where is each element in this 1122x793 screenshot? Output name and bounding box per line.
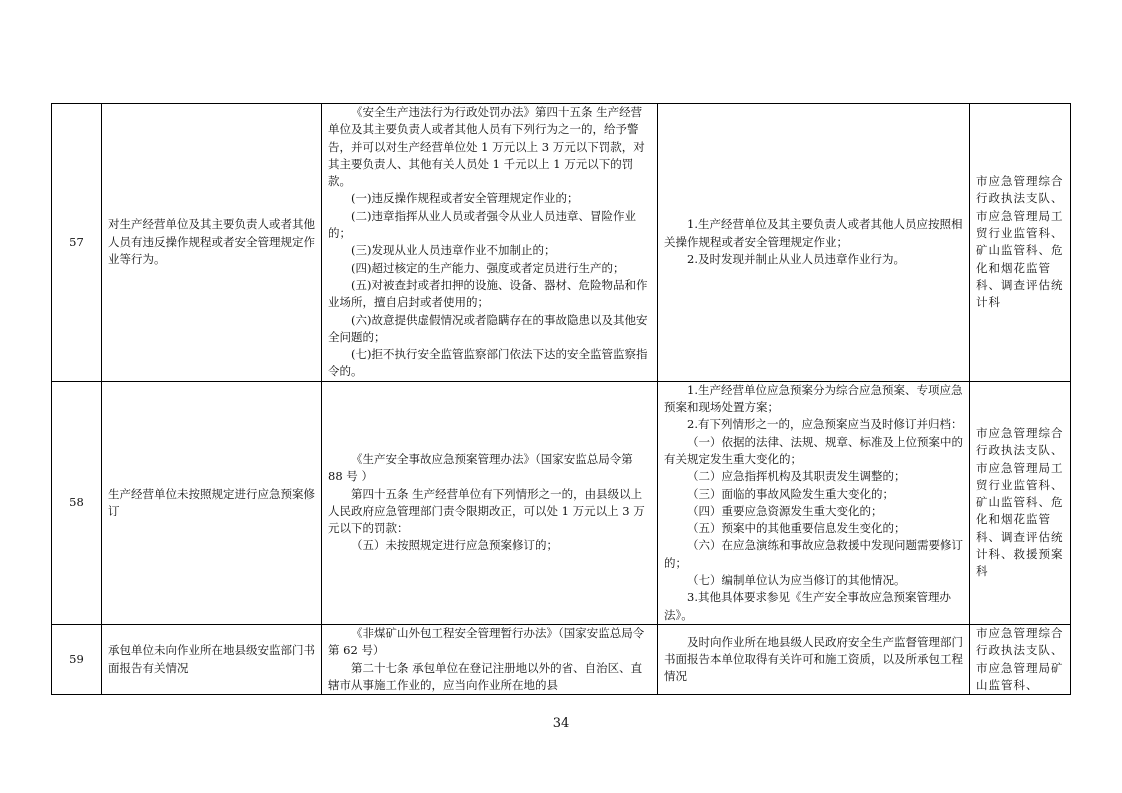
duty-text: （六）在应急演练和事故应急救援中发现问题需要修订的； bbox=[664, 538, 963, 570]
basis-text: (三)发现从业人员违章作业不加制止的； bbox=[351, 243, 556, 258]
regulation-table bbox=[51, 103, 1071, 695]
duty-text: 及时向作业所在地县级人民政府安全生产监督管理部门书面报告本单位取得有关许可和施工资质，以及所承包工程情况 bbox=[664, 634, 963, 684]
responsible-dept: 市应急管理综合行政执法支队、市应急管理局工贸行业监管科、矿山监管科、危化和烟花监管科、调查评估统计科、救援预案科 bbox=[970, 381, 1071, 624]
page-number: 34 bbox=[552, 716, 570, 731]
duty-text: （四）重要应急资源发生重大变化的； bbox=[687, 503, 883, 518]
duty-text: （三）面临的事故风险发生重大变化的； bbox=[687, 486, 894, 501]
basis-text: 第四十五条 生产经营单位有下列情形之一的，由县级以上人民政府应急管理部门责令限期改正，可以处 1 万元以上 3 万元以下的罚款： bbox=[328, 486, 645, 536]
duty-text: （一）依据的法律、法规、规章、标准及上位预案中的有关规定发生重大变化的； bbox=[664, 434, 963, 466]
legal-basis-cell bbox=[322, 381, 658, 624]
duty-text: 1.生产经营单位应急预案分为综合应急预案、专项应急预案和现场处置方案； bbox=[664, 382, 963, 415]
duty-text: 1.生产经营单位及其主要负责人或者其他人员应按照相关操作规程或者安全管理规定作业； bbox=[664, 217, 963, 249]
row-number: 58 bbox=[52, 381, 102, 624]
basis-text: (二)违章指挥从业人员或者强令从业人员违章、冒险作业的； bbox=[328, 208, 636, 241]
duty-text: 3.其他具体要求参见《生产安全事故应急预案管理办法》。 bbox=[664, 590, 951, 622]
basis-text: 《安全生产违法行为行政处罚办法》第四十五条 生产经营单位及其主要负责人或者其他人员有下列行为之一的，给予警告，并可以对生产经营单位处 1 万元以上 3 万元以下罚款，对其主要负责人、其他有关人员处 1 千元以上 1 万元以下的罚款。 bbox=[328, 105, 645, 189]
violation-item: 生产经营单位未按照规定进行应急预案修订 bbox=[102, 381, 322, 624]
basis-text: （五）未按照规定进行应急预案修订的； bbox=[351, 538, 558, 553]
table-row bbox=[52, 381, 1071, 624]
row-number: 57 bbox=[52, 104, 102, 382]
duty-text: 2.有下列情形之一的，应急预案应当及时修订并归档： bbox=[687, 417, 963, 432]
duty-text: （五）预案中的其他重要信息发生变化的； bbox=[687, 521, 906, 536]
basis-text: (一)违反操作规程或者安全管理规定作业的； bbox=[351, 191, 579, 206]
basis-text: 第二十七条 承包单位在登记注册地以外的省、自治区、直辖市从事施工作业的，应当向作业所在地的县 bbox=[328, 660, 643, 692]
responsible-dept: 市应急管理综合行政执法支队、市应急管理局矿山监管科、 bbox=[970, 624, 1071, 694]
duty-cell bbox=[658, 624, 970, 694]
basis-text: (五)对被查封或者扣押的设施、设备、器材、危险物品和作业场所，擅自启封或者使用的； bbox=[328, 277, 648, 310]
basis-text: (六)故意提供虚假情况或者隐瞒存在的事故隐患以及其他安全问题的； bbox=[328, 312, 648, 344]
legal-basis-cell bbox=[322, 624, 658, 694]
basis-text: (七)拒不执行安全监管监察部门依法下达的安全监管监察指令的。 bbox=[328, 347, 648, 379]
violation-item: 承包单位未向作业所在地县级安监部门书面报告有关情况 bbox=[102, 624, 322, 694]
basis-text: (四)超过核定的生产能力、强度或者定员进行生产的； bbox=[351, 260, 625, 275]
duty-text: （二）应急指挥机构及其职责发生调整的； bbox=[687, 469, 906, 484]
violation-item: 对生产经营单位及其主要负责人或者其他人员有违反操作规程或者安全管理规定作业等行为。 bbox=[102, 104, 322, 382]
duty-cell bbox=[658, 104, 970, 382]
duty-cell bbox=[658, 381, 970, 624]
responsible-dept: 市应急管理综合行政执法支队、市应急管理局工贸行业监管科、矿山监管科、危化和烟花监管科、调查评估统计科 bbox=[970, 104, 1071, 382]
table-row bbox=[52, 624, 1071, 694]
duty-text: （七）编制单位认为应当修订的其他情况。 bbox=[687, 573, 906, 588]
legal-basis-cell bbox=[322, 104, 658, 382]
duty-text: 2.及时发现并制止从业人员违章作业行为。 bbox=[687, 252, 905, 267]
row-number: 59 bbox=[52, 624, 102, 694]
basis-text: 《非煤矿山外包工程安全管理暂行办法》（国家安监总局令第 62 号） bbox=[328, 625, 645, 658]
table-row bbox=[52, 104, 1071, 382]
basis-text: 《生产安全事故应急预案管理办法》（国家安监总局令第 88 号 ） bbox=[328, 451, 633, 484]
